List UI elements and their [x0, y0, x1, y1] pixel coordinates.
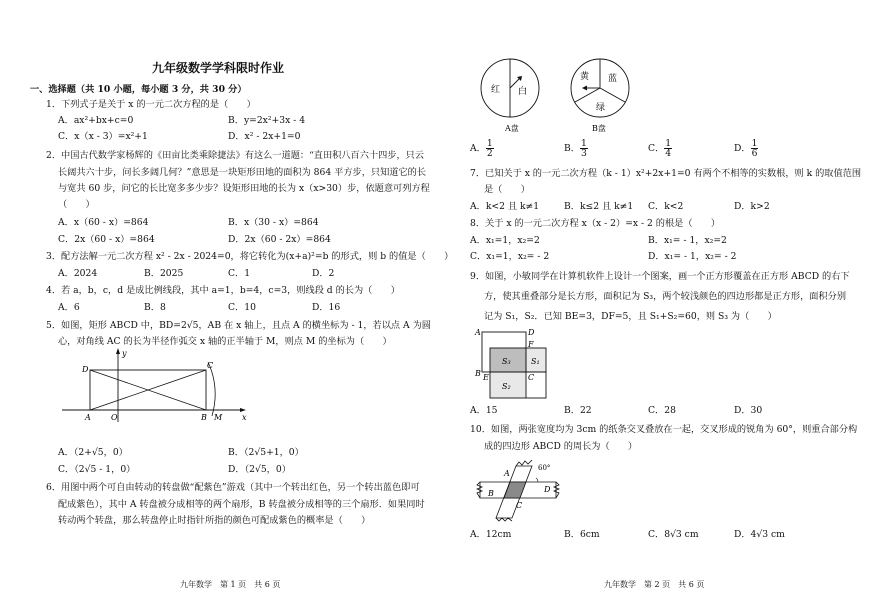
q5-label-d: D — [82, 365, 89, 374]
q8-option-c: C．x₁=1，x₂= - 2 — [470, 251, 550, 262]
q5-label-y: y — [122, 349, 127, 358]
q9-label-b: B — [475, 369, 481, 378]
spinner-b-green: 绿 — [596, 103, 606, 113]
q1-option-d: D．x² - 2x+1=0 — [228, 131, 301, 142]
q5-label-x: x — [242, 413, 247, 422]
q2-line-2: 长阔共六十步，问长多阔几何？”意思是一块矩形田地的面积为 864 平方步，只知道它的长 — [58, 167, 427, 178]
page-2-footer: 九年数学 第 2 页 共 6 页 — [604, 580, 705, 589]
q6-line-3: 转动两个转盘，那么转盘停止时指针所指的颜色可配成紫色的概率是（ ） — [58, 515, 371, 526]
q4-stem: 4．若 a，b，c，d 是成比例线段，其中 a=1，b=4，c=3，则线段 d 的长为（ ） — [46, 285, 400, 296]
q5-line-1: 5．如图，矩形 ABCD 中，BD=2√5，AB 在 x 轴上，且点 A 的横坐标为 - 1，若以点 A 为圆 — [46, 320, 431, 331]
spinner-b-yellow: 黄 — [580, 72, 590, 82]
q7-option-b: B．k≤2 且 k≠1 — [564, 201, 634, 212]
q9-label-c: C — [528, 373, 535, 382]
q5-option-b: B．（2√5+1，0） — [228, 447, 304, 458]
spinner-b-blue: 蓝 — [608, 74, 618, 84]
q9-label-e: E — [483, 373, 489, 382]
q10-option-c: C．8√3 cm — [648, 529, 699, 540]
q5-label-o: O — [111, 413, 118, 422]
q8-option-a: A．x₁=1，x₂=2 — [470, 235, 540, 246]
q5-label-a: A — [85, 413, 91, 422]
spinner-figure — [480, 52, 660, 136]
spinner-b-label: B盘 — [592, 124, 606, 133]
q6-option-b: B． $\frac{1}{3}$ — [564, 138, 587, 160]
q6-option-a: A． $\frac{1}{2}$ — [470, 138, 493, 160]
q9-figure — [474, 324, 584, 404]
q10-line-2: 成的四边形 ABCD 的周长为（ ） — [484, 441, 638, 452]
q9-line-3: 记为 S₁，S₂．已知 BE=3，DF=5，且 S₁+S₂=60，则 S₃ 为（ ） — [484, 311, 777, 322]
q2-line-3: 与宽共 60 步，问它的长比宽多多少步？设矩形田地的长为 x（x>30）步，依题意可列方程 — [58, 183, 430, 194]
q8-option-b: B．x₁= - 1，x₂=2 — [648, 235, 727, 246]
q10-label-b: B — [488, 489, 494, 498]
spinner-a-label: A盘 — [505, 124, 519, 133]
q9-line-2: 方，使其重叠部分是长方形，面积记为 S₃，两个较浅颜色的四边形都是正方形，面积分别 — [484, 291, 847, 302]
q7-line-2: 是（ ） — [484, 184, 530, 195]
q10-label-c: C — [516, 501, 523, 510]
q1-option-b: B．y=2x²+3x - 4 — [228, 115, 306, 126]
q2-line-4: （ ） — [58, 199, 95, 210]
q7-option-c: C．k<2 — [648, 201, 684, 212]
q9-option-a: A．15 — [470, 405, 498, 416]
q5-option-d: D．（2√5，0） — [228, 464, 291, 475]
q2-option-a: A．x（60 - x）=864 — [58, 217, 149, 228]
q10-figure — [476, 456, 584, 522]
q2-option-d: D．2x（60 - 2x）=864 — [228, 234, 331, 245]
q9-option-b: B．22 — [564, 405, 592, 416]
q3-option-c: C．1 — [228, 268, 251, 279]
q10-option-a: A．12cm — [470, 529, 512, 540]
q9-option-d: D．30 — [734, 405, 763, 416]
q10-option-b: B．6cm — [564, 529, 600, 540]
q9-line-1: 9．如图，小敏同学在计算机软件上设计一个图案，画一个正方形覆盖在正方形 ABCD 的右下 — [470, 271, 850, 282]
spinner-a-white: 白 — [518, 87, 528, 97]
q6-option-d: D． $\frac{1}{6}$ — [734, 138, 758, 160]
q1-option-a: A．ax²+bx+c=0 — [58, 115, 134, 126]
q10-line-1: 10．如图，两张宽度均为 3cm 的纸条交叉叠放在一起，交叉形成的锐角为 60°，则重合部分构 — [470, 424, 858, 435]
q1-stem: 1．下列式子是关于 x 的一元二次方程的是（ ） — [46, 99, 256, 110]
q9-label-a: A — [475, 328, 481, 337]
q9-label-f: F — [528, 340, 534, 349]
page-1-footer: 九年数学 第 1 页 共 6 页 — [180, 580, 281, 589]
q5-label-c: C — [207, 361, 214, 370]
q5-label-b: B — [201, 413, 207, 422]
q10-label-d: D — [544, 485, 551, 494]
q2-option-c: C．2x（60 - x）=864 — [58, 234, 155, 245]
q9-option-c: C．28 — [648, 405, 676, 416]
q9-label-s2: S₂ — [502, 382, 511, 391]
q10-option-d: D．4√3 cm — [734, 529, 785, 540]
q7-option-a: A．k<2 且 k≠1 — [470, 201, 540, 212]
q8-option-d: D．x₁= - 1，x₂= - 2 — [648, 251, 737, 262]
q10-label-a: A — [504, 469, 510, 478]
q5-line-2: 心，对角线 AC 的长为半径作弧交 x 轴的正半轴于 M，则点 M 的坐标为（ ） — [58, 336, 392, 347]
q3-stem: 3．配方法解一元二次方程 x² - 2x - 2024=0，将它转化为(x+a)²=b 的形式，则 b 的值是（ ） — [46, 251, 454, 262]
q5-option-c: C．（2√5 - 1，0） — [58, 464, 136, 475]
q4-option-a: A．6 — [58, 302, 80, 313]
q5-figure — [60, 348, 250, 424]
q10-label-angle: 60° — [538, 464, 551, 472]
q3-option-a: A．2024 — [58, 268, 98, 279]
q4-option-d: D．16 — [312, 302, 341, 313]
q2-option-b: B．x（30 - x）=864 — [228, 217, 319, 228]
q4-option-c: C．10 — [228, 302, 256, 313]
q6-line-1: 6．用图中两个可自由转动的转盘做“配紫色”游戏（其中一个转出红色，另一个转出蓝色即可 — [46, 482, 420, 493]
q7-option-d: D．k>2 — [734, 201, 770, 212]
q4-option-b: B．8 — [144, 302, 166, 313]
q9-label-s3: S₃ — [502, 357, 511, 366]
section-heading: 一、选择题（共 10 小题，每小题 3 分，共 30 分） — [30, 84, 247, 95]
q9-label-s1: S₁ — [531, 357, 540, 366]
q7-line-1: 7．已知关于 x 的一元二次方程（k - 1）x²+2x+1=0 有两个不相等的实数根，则 k 的取值范围 — [470, 168, 862, 179]
q3-option-b: B．2025 — [144, 268, 184, 279]
spinner-a-red: 红 — [491, 85, 501, 95]
q6-option-c: C． $\frac{1}{4}$ — [648, 138, 672, 160]
q3-option-d: D．2 — [312, 268, 335, 279]
q9-label-d: D — [528, 328, 535, 337]
paper-title: 九年级数学学科限时作业 — [152, 61, 285, 75]
q5-option-a: A．（2+√5，0） — [58, 447, 128, 458]
q8-stem: 8．关于 x 的一元二次方程 x（x - 2）=x - 2 的根是（ ） — [470, 218, 721, 229]
q6-line-2: 配成紫色），其中 A 转盘被分成相等的两个扇形，B 转盘被分成相等的三个扇形．如果同时 — [58, 499, 425, 510]
q2-line-1: 2．中国古代数学家杨辉的《田亩比类乘除捷法》有这么一道题：“直田积八百六十四步，只云 — [46, 150, 425, 161]
q1-option-c: C．x（x - 3）=x²+1 — [58, 131, 148, 142]
q5-label-m: M — [214, 413, 223, 422]
